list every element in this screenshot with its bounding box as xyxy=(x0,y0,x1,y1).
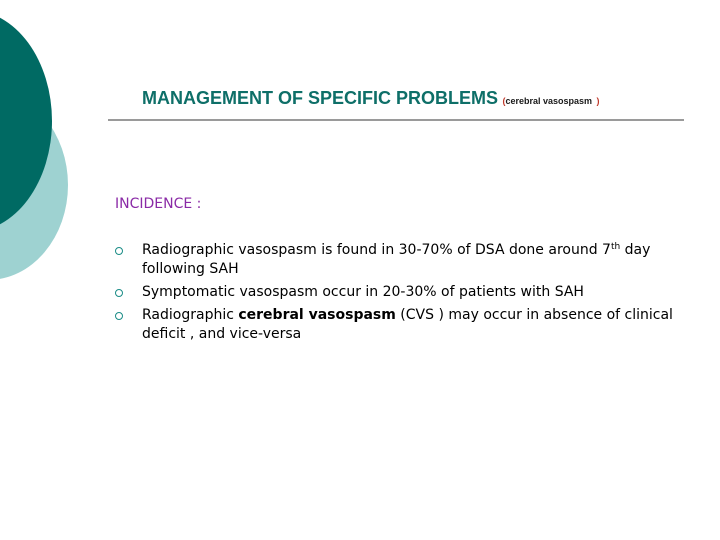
bullet-text-part: day following SAH xyxy=(142,242,651,277)
bullet-text-part: Radiographic xyxy=(142,307,239,323)
bullet-text-part: Radiographic vasospasm is found in 30-70% of DSA done around 7 xyxy=(142,242,611,258)
title-main: MANAGEMENT OF SPECIFIC PROBLEMS xyxy=(142,88,499,108)
bullet-text: Symptomatic vasospasm occur in 20-30% of patients with SAH xyxy=(142,284,584,300)
title-paren-open: ( xyxy=(502,96,506,106)
slide-title xyxy=(142,88,599,109)
bullet-circle-icon xyxy=(115,247,123,255)
bullet-list xyxy=(115,241,685,348)
bullet-item-symptomatic-vasospasm xyxy=(115,283,685,302)
bullet-item-radiographic-vasospasm xyxy=(115,241,685,279)
bullet-text-part: (CVS ) may occur in absence of clinical deficit , and vice-versa xyxy=(142,307,673,342)
title-subtitle: cerebral vasospasm xyxy=(505,96,593,106)
bullet-circle-icon xyxy=(115,289,123,297)
superscript: th xyxy=(610,242,621,252)
bullet-bold-term: cerebral vasospasm xyxy=(238,307,396,323)
section-label: INCIDENCE : xyxy=(115,196,202,212)
title-paren-close: ) xyxy=(596,96,600,106)
title-divider xyxy=(108,119,684,121)
bullet-item-cvs xyxy=(115,306,685,344)
bullet-circle-icon xyxy=(115,312,123,320)
